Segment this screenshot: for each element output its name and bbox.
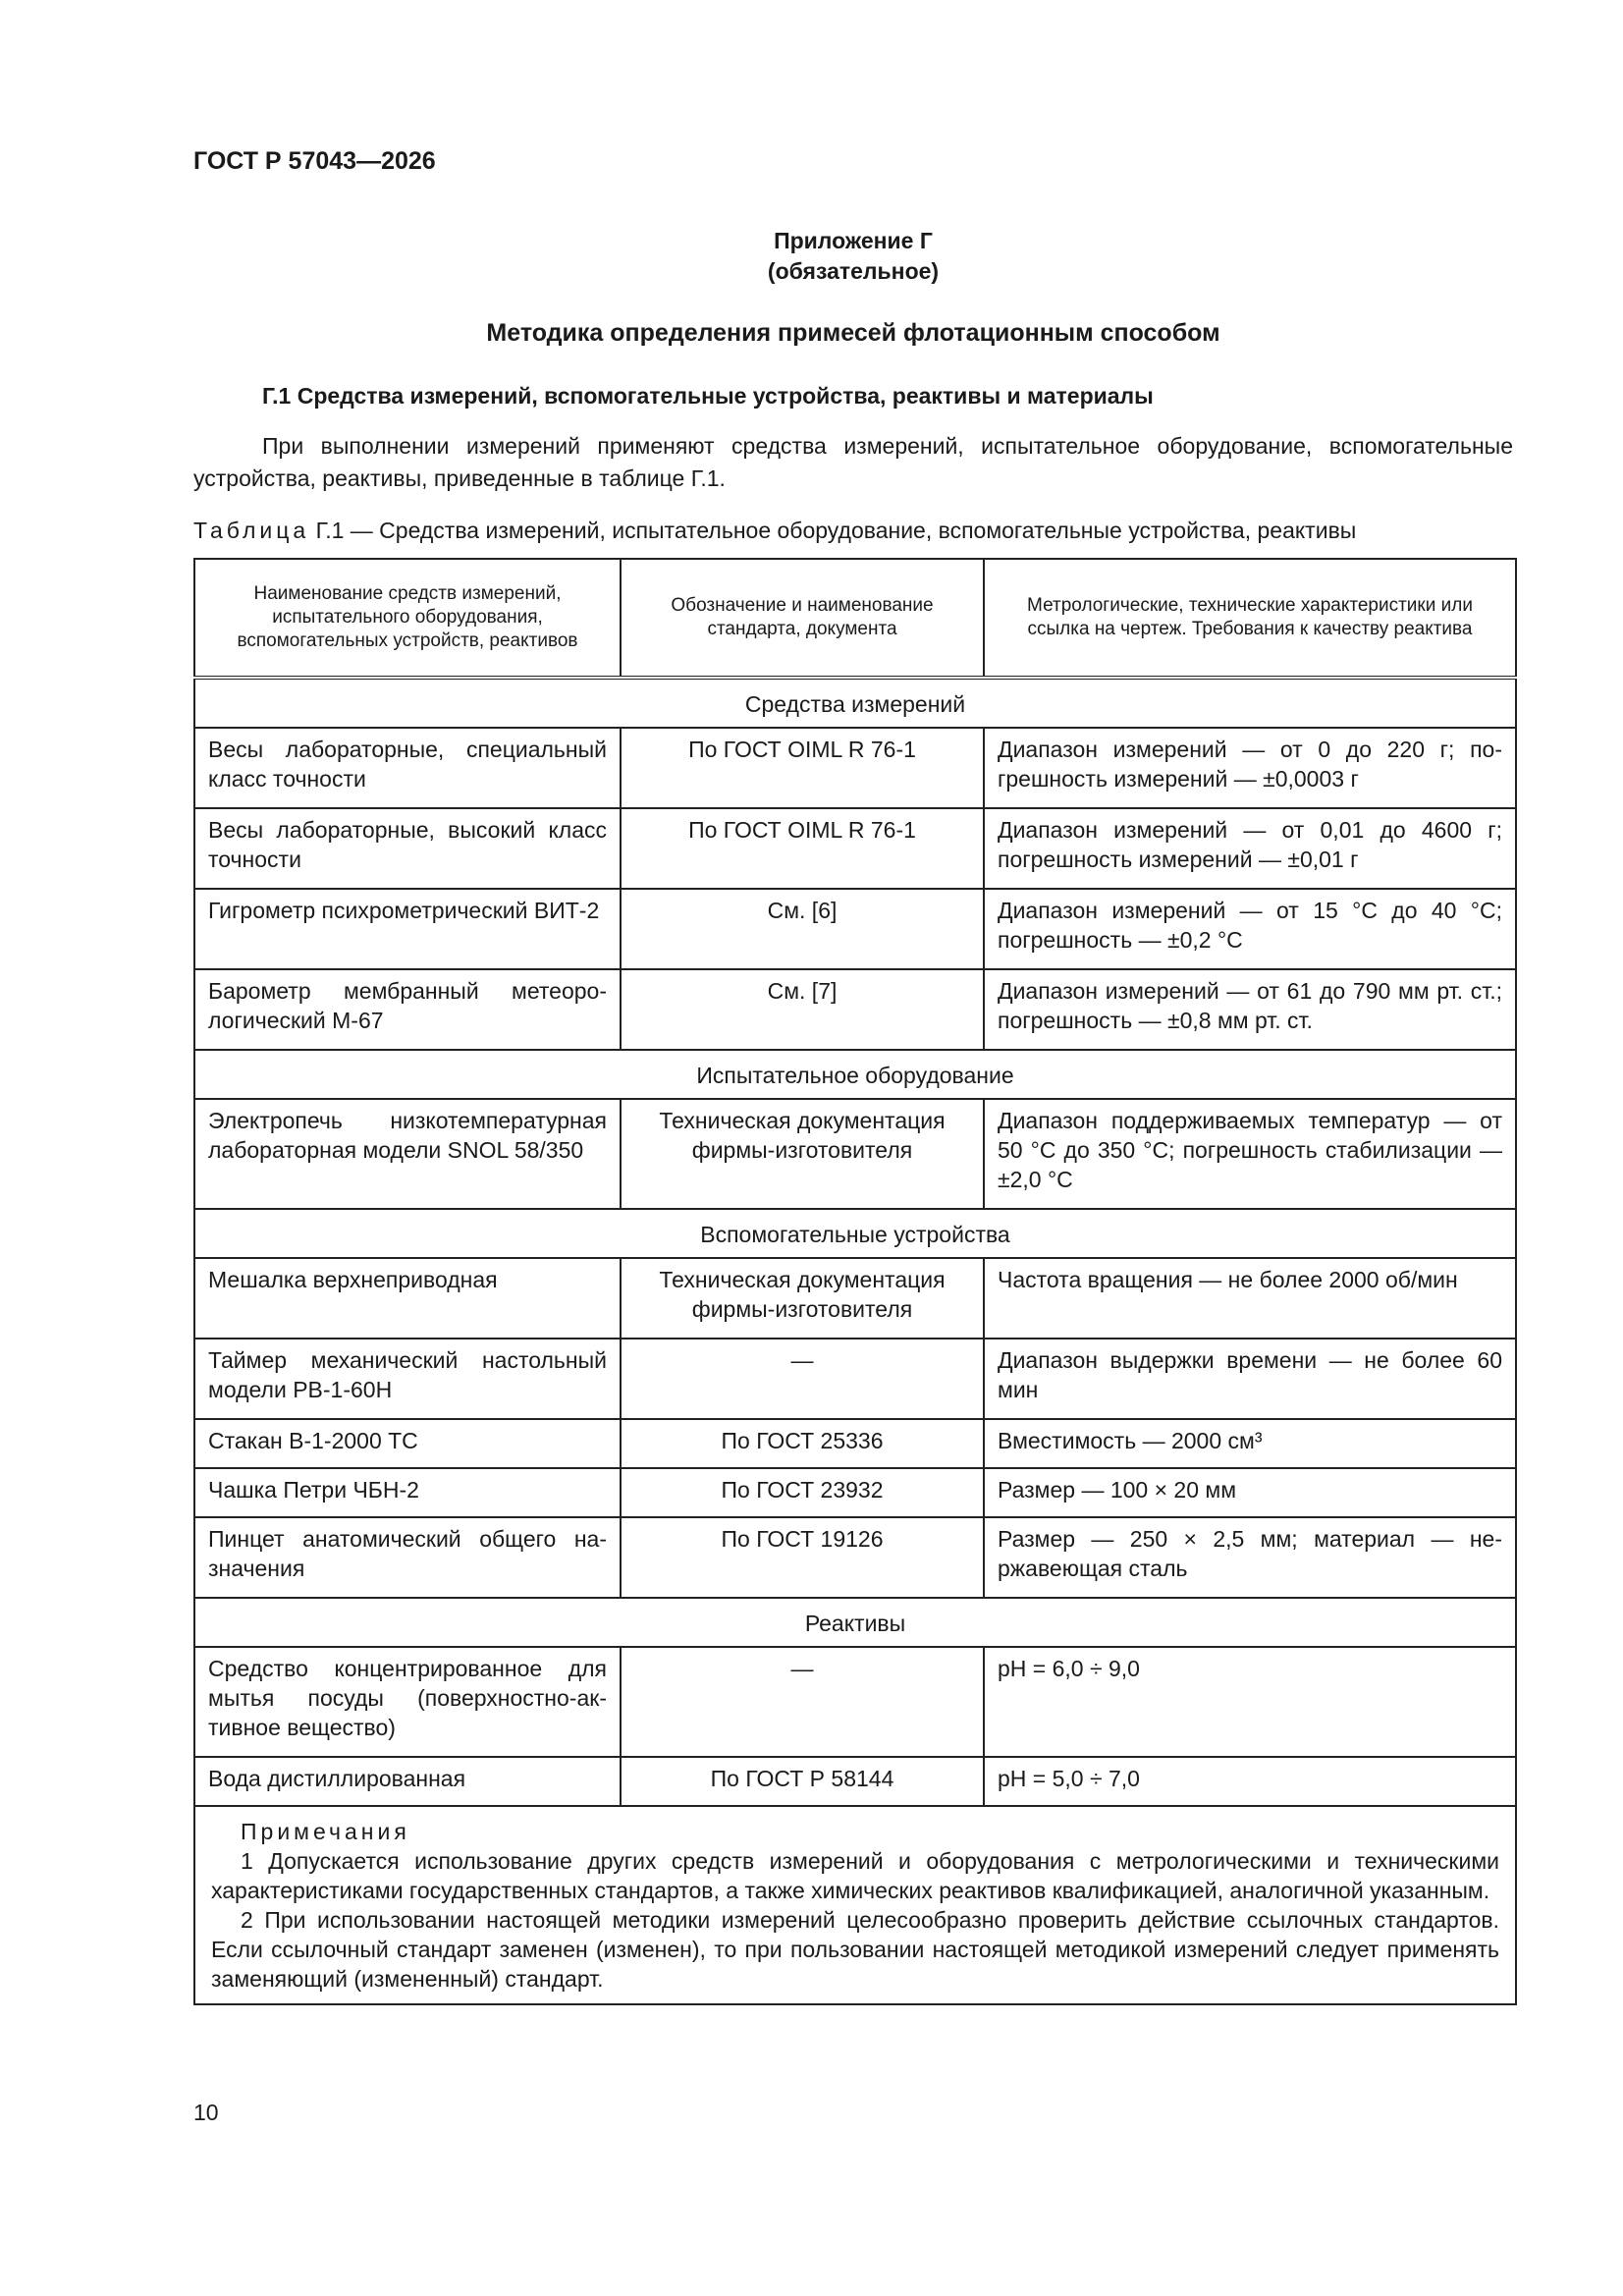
document-code: ГОСТ Р 57043—2026: [193, 147, 436, 175]
table-row: [194, 1419, 1516, 1468]
table-row: [194, 1757, 1516, 1806]
cell-characteristics: Диапазон измерений — от 0 до 220 г; погрешность измерений — ±0,0003 г: [984, 728, 1516, 808]
note-item: 2 При использовании настоящей методики измерений целесообразно проверить действие ссылочных стандартов. Если ссылочный стандарт заменен (изменен), то при пользовании настоящей методикой измерений следует применять заменяющий (измененный) стандарт.: [211, 1907, 1499, 1992]
notes-cell: [194, 1806, 1516, 2004]
cell-standard: По ГОСТ Р 58144: [621, 1757, 984, 1806]
cell-name: Чашка Петри ЧБН-2: [194, 1468, 621, 1517]
cell-standard: См. [6]: [621, 889, 984, 969]
group-title: Средства измерений: [194, 678, 1516, 728]
cell-name: Электропечь низкотемпературная лабораторная модели SNOL 58/350: [194, 1099, 621, 1209]
method-title: Методика определения примесей флотационным способом: [486, 319, 1220, 347]
group-title: Испытательное оборудование: [194, 1050, 1516, 1099]
cell-standard: См. [7]: [621, 969, 984, 1050]
header-cell-characteristics: Метрологические, технические характеристики или ссылка на чертеж. Требования к качеству реактива: [984, 559, 1516, 678]
cell-name: Вода дистиллированная: [194, 1757, 621, 1806]
cell-name: Стакан В-1-2000 ТС: [194, 1419, 621, 1468]
note-item: 1 Допускается использование других средств измерений и оборудования с метрологическими и техническими характеристиками государственных стандартов, а также химических реактивов квалификацией, аналогичной указанным.: [211, 1848, 1499, 1903]
cell-characteristics: Размер — 250 × 2,5 мм; материал — нержавеющая сталь: [984, 1517, 1516, 1598]
table-row: [194, 1517, 1516, 1598]
page-number: 10: [193, 2100, 219, 2125]
group-row: [194, 678, 1516, 728]
table-row: [194, 728, 1516, 808]
header-cell-name: Наименование средств измерений, испытательного оборудования, вспомогательных устройств, реактивов: [194, 559, 621, 678]
intro-paragraph: При выполнении измерений применяют средства измерений, испытательное оборудование, вспомогательные устройства, реактивы, приведенные в таблице Г.1.: [193, 433, 1513, 491]
cell-name: Весы лабораторные, специальный класс точности: [194, 728, 621, 808]
cell-characteristics: Частота вращения — не более 2000 об/мин: [984, 1258, 1516, 1339]
notes-row: [194, 1806, 1516, 2004]
cell-name: Весы лабораторные, высокий класс точности: [194, 808, 621, 889]
cell-characteristics: Диапазон измерений — от 0,01 до 4600 г; погрешность измерений — ±0,01 г: [984, 808, 1516, 889]
table-caption-label: Таблица: [193, 518, 310, 543]
group-row: [194, 1050, 1516, 1099]
header-cell-standard: Обозначение и наименование стандарта, документа: [621, 559, 984, 678]
cell-standard: —: [621, 1339, 984, 1419]
cell-standard: Техническая документация фирмы-изготовителя: [621, 1258, 984, 1339]
cell-standard: Техническая документация фирмы-изготовителя: [621, 1099, 984, 1209]
cell-name: Пинцет анатомический общего назначения: [194, 1517, 621, 1598]
table-row: [194, 969, 1516, 1050]
cell-characteristics: Диапазон измерений — от 15 °С до 40 °С; погрешность — ±0,2 °С: [984, 889, 1516, 969]
table-row: [194, 1647, 1516, 1757]
table-caption: [193, 518, 1513, 544]
annex-heading: Приложение Г: [774, 228, 933, 253]
notes-title: Примечания: [241, 1819, 410, 1844]
cell-standard: По ГОСТ OIML R 76-1: [621, 808, 984, 889]
cell-name: Средство концентрированное для мытья посуды (поверхностно-активное вещество): [194, 1647, 621, 1757]
cell-name: Гигрометр психрометрический ВИТ-2: [194, 889, 621, 969]
cell-name: Мешалка верхнеприводная: [194, 1258, 621, 1339]
cell-standard: По ГОСТ OIML R 76-1: [621, 728, 984, 808]
group-row: [194, 1598, 1516, 1647]
cell-standard: По ГОСТ 23932: [621, 1468, 984, 1517]
table-row: [194, 889, 1516, 969]
table-row: [194, 1258, 1516, 1339]
cell-name: Таймер механический настольный модели РВ-1-60Н: [194, 1339, 621, 1419]
table-caption-text: Г.1 — Средства измерений, испытательное оборудование, вспомогательные устройства, реактивы: [309, 518, 1357, 543]
cell-standard: По ГОСТ 25336: [621, 1419, 984, 1468]
table-header-row: [194, 559, 1516, 678]
group-row: [194, 1209, 1516, 1258]
table-row: [194, 1468, 1516, 1517]
cell-characteristics: pH = 6,0 ÷ 9,0: [984, 1647, 1516, 1757]
cell-characteristics: Диапазон поддерживаемых температур — от 50 °С до 350 °С; погрешность стабилизации — ±2,0 °С: [984, 1099, 1516, 1209]
equipment-table: [193, 558, 1517, 2005]
cell-characteristics: Диапазон выдержки времени — не более 60 мин: [984, 1339, 1516, 1419]
cell-standard: —: [621, 1647, 984, 1757]
group-title: Вспомогательные устройства: [194, 1209, 1516, 1258]
cell-characteristics: Размер — 100 × 20 мм: [984, 1468, 1516, 1517]
cell-characteristics: Вместимость — 2000 см³: [984, 1419, 1516, 1468]
section-title: Г.1 Средства измерений, вспомогательные устройства, реактивы и материалы: [262, 383, 1154, 409]
table-row: [194, 1339, 1516, 1419]
cell-name: Барометр мембранный метеорологический М-67: [194, 969, 621, 1050]
table-row: [194, 1099, 1516, 1209]
group-title: Реактивы: [194, 1598, 1516, 1647]
cell-characteristics: Диапазон измерений — от 61 до 790 мм рт. ст.; погрешность — ±0,8 мм рт. ст.: [984, 969, 1516, 1050]
table-row: [194, 808, 1516, 889]
annex-status: (обязательное): [767, 258, 940, 284]
cell-standard: По ГОСТ 19126: [621, 1517, 984, 1598]
cell-characteristics: pH = 5,0 ÷ 7,0: [984, 1757, 1516, 1806]
